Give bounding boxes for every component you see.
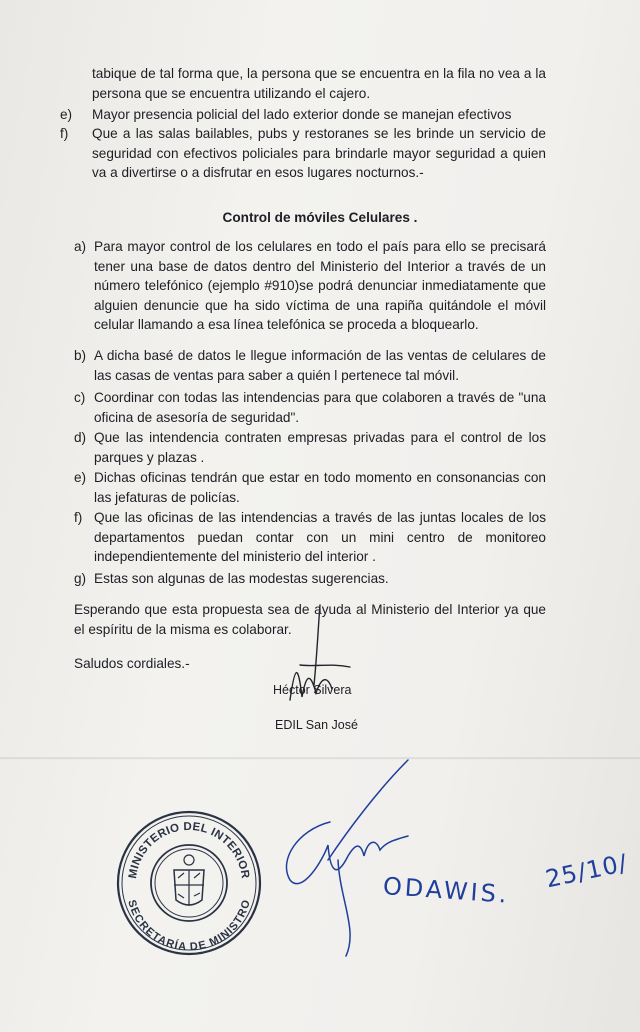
list-marker: a) xyxy=(74,239,87,254)
list-text: Coordinar con todas las intendencias para que colaboren a través de "una oficina de asesoría de seguridad". xyxy=(94,390,546,425)
continuation-paragraph: tabique de tal forma que, la persona que se encuentra en la fila no vea a la persona que se encuentra utilizando el cajero. xyxy=(92,66,546,101)
stamp-bottom-text: SECRETARÍA DE MINISTRO xyxy=(125,898,253,954)
list-text: Para mayor control de los celulares en todo el país para ello se precisará tener una base de datos dentro del Ministerio del Interior a través de un número telefónico (ejemplo #910)se podrá denunciar inmediatamente que alguien denuncie que ha sido víctima de una rapiña quitándole el móvil celular llamando a esa línea telefónica se proceda a bloquearlo. xyxy=(94,239,546,332)
salutation: Saludos cordiales.- xyxy=(74,656,190,671)
list-marker: f) xyxy=(74,510,83,525)
signer-title: EDIL San José xyxy=(275,718,358,732)
handwritten-date: 25/10/ xyxy=(543,848,631,894)
list-text: Que las intendencia contraten empresas privadas para el control de los parques y plazas . xyxy=(94,430,546,465)
handwritten-signature xyxy=(268,760,428,960)
stamp-top-text: MINISTERIO DEL INTERIOR xyxy=(127,820,251,880)
list-text: A dicha basé de datos le llegue información de las ventas de celulares de las casas de ventas para saber a quién l pertenece tal móvil. xyxy=(94,348,546,383)
list-marker: e) xyxy=(60,107,73,122)
signer-name: Héctor Silvera xyxy=(273,683,352,697)
list-marker: d) xyxy=(74,430,87,445)
closing-paragraph: Esperando que esta propuesta sea de ayuda al Ministerio del Interior ya que el espíritu de la misma es colaborar. xyxy=(74,602,546,637)
list-marker: g) xyxy=(74,571,87,586)
list-text: Que a las salas bailables, pubs y restoranes se les brinde un servicio de seguridad con efectivos policiales para brindarle mayor seguridad a quien va a divertirse o a disfrutar en esos lugares nocturnos.- xyxy=(92,126,546,180)
list-marker: e) xyxy=(74,470,87,485)
list-text: Estas son algunas de las modestas sugerencias. xyxy=(94,571,389,586)
handwritten-received-by: ODAWIS. xyxy=(382,872,511,909)
list-text: Dichas oficinas tendrán que estar en todo momento en consonancias con las jefaturas de policías. xyxy=(94,470,546,505)
ministry-stamp xyxy=(114,808,264,958)
list-text: Que las oficinas de las intendencias a través de las juntas locales de los departamentos puedan contar con un mini centro de monitoreo independientemente del ministerio del interior . xyxy=(94,510,546,564)
list-marker: f) xyxy=(60,126,69,141)
list-marker: c) xyxy=(74,390,86,405)
list-text: Mayor presencia policial del lado exterior donde se manejan efectivos xyxy=(92,107,512,122)
section-heading: Control de móviles Celulares . xyxy=(222,210,418,225)
list-marker: b) xyxy=(74,348,87,363)
svg-text:SECRETARÍA DE MINISTRO xyxy=(125,898,253,953)
